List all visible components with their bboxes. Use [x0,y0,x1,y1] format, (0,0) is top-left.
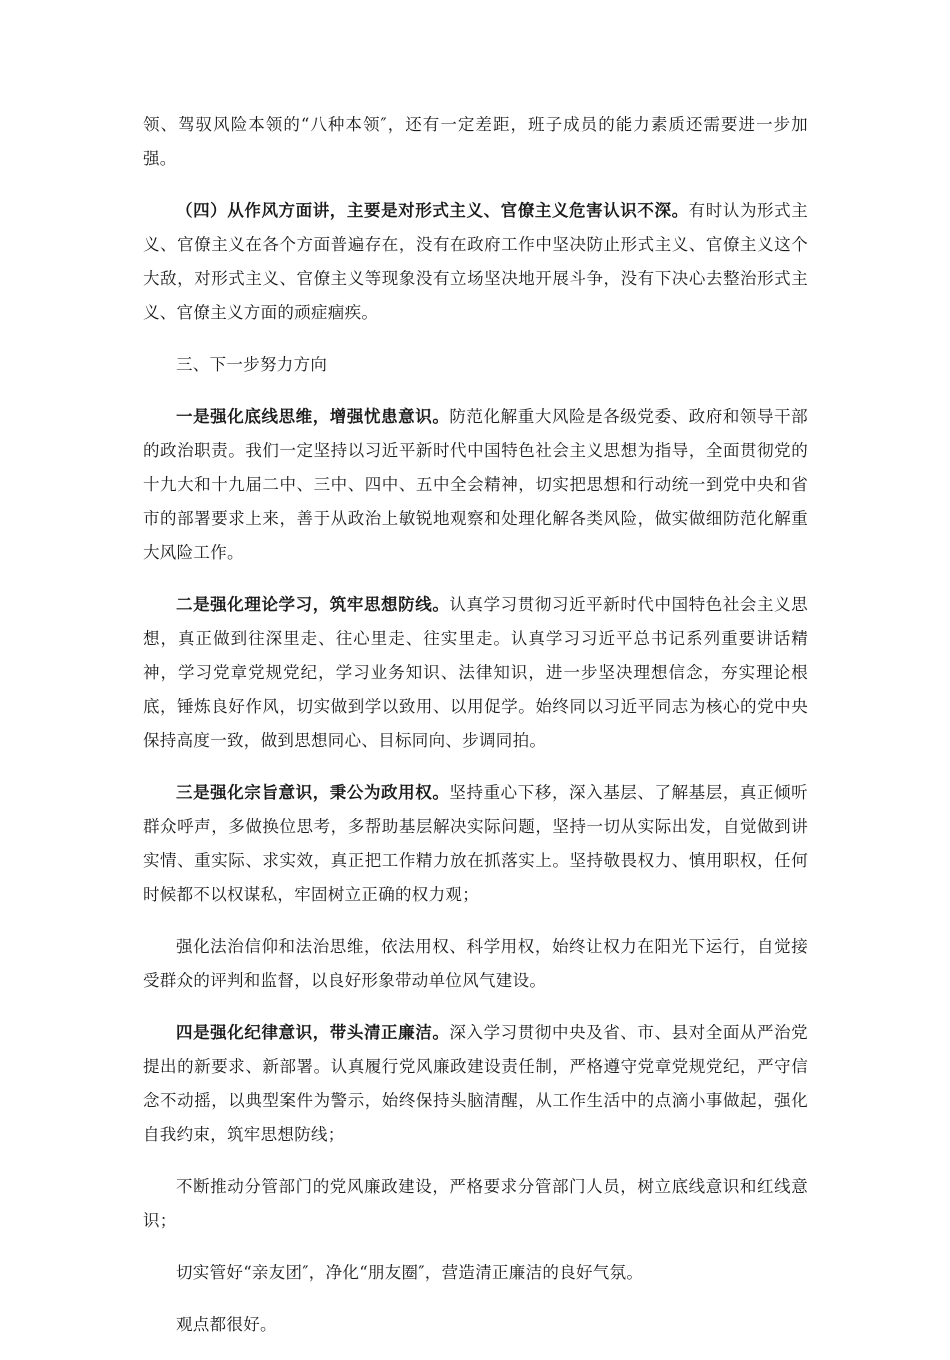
paragraph-text: 不断推动分管部门的党风廉政建设，严格要求分管部门人员，树立底线意识和红线意识； [143,1177,808,1230]
paragraph-text: 深入学习贯彻中央及省、市、县对全面从严治党提出的新要求、新部署。认真履行党风廉政建设责任制，严格遵守党章党规党纪，严守信念不动摇，以典型案件为警示，始终保持头脑清醒，从工作生活中的点滴小事做起，强化自我约束，筑牢思想防线； [143,1023,808,1144]
paragraph-theory-study [143,588,808,758]
paragraph-text: 有时认为形式主义、官僚主义在各个方面普遍存在，没有在政府工作中坚决防止形式主义、官僚主义这个大敌，对形式主义、官僚主义等现象没有立场坚决地开展斗争，没有下决心去整治形式主义、官僚主义方面的顽症痼疾。 [143,201,809,322]
paragraph-continuation [143,108,808,176]
section-heading [143,348,808,382]
paragraph-bottom-line [143,400,808,570]
paragraph-lead: 三是强化宗旨意识，秉公为政用权。 [176,783,450,802]
paragraph-closing [143,1308,808,1342]
paragraph-text: 坚持重心下移，深入基层、了解基层，真正倾听群众呼声，多做换位思考，多帮助基层解决实际问题，坚持一切从实际出发，自觉做到讲实情、重实际、求实效，真正把工作精力放在抓落实上。坚持敬畏权力、慎用职权，任何时候都不以权谋私，牢固树立正确的权力观； [143,783,808,904]
paragraph-text: 领、驾驭风险本领的“八种本领″，还有一定差距，班子成员的能力素质还需要进一步加强。 [143,115,808,168]
section-heading-text: 三、下一步努力方向 [176,355,328,374]
paragraph-work-style [143,194,808,330]
paragraph-discipline [143,1016,808,1152]
paragraph-lead: 四是强化纪律意识，带头清正廉洁。 [176,1023,450,1042]
paragraph-friends [143,1256,808,1290]
paragraph-rule-of-law [143,930,808,998]
paragraph-lead: （四）从作风方面讲，主要是对形式主义、官僚主义危害认识不深。 [176,201,689,220]
paragraph-lead: 二是强化理论学习，筑牢思想防线。 [176,595,450,614]
paragraph-text: 防范化解重大风险是各级党委、政府和领导干部的政治职责。我们一定坚持以习近平新时代中国特色社会主义思想为指导，全面贯彻党的十九大和十九届二中、三中、四中、五中全会精神，切实把思想和行动统一到党中央和省市的部署要求上来，善于从政治上敏锐地观察和处理化解各类风险，做实做细防范化解重大风险工作。 [143,407,808,562]
paragraph-purpose [143,776,808,912]
paragraph-integrity [143,1170,808,1238]
document-page [143,108,808,1360]
paragraph-text: 强化法治信仰和法治思维，依法用权、科学用权，始终让权力在阳光下运行，自觉接受群众的评判和监督，以良好形象带动单位风气建设。 [143,937,808,990]
paragraph-lead: 一是强化底线思维，增强忧患意识。 [176,407,450,426]
paragraph-text: 认真学习贯彻习近平新时代中国特色社会主义思想，真正做到往深里走、往心里走、往实里走。认真学习习近平总书记系列重要讲话精神，学习党章党规党纪，学习业务知识、法律知识，进一步坚决理想信念，夯实理论根底，锤炼良好作风，切实做到学以致用、以用促学。始终同以习近平同志为核心的党中央保持高度一致，做到思想同心、目标同向、步调同拍。 [143,595,808,750]
paragraph-text: 观点都很好。 [176,1315,277,1334]
paragraph-text: 切实管好“亲友团″，净化“朋友圈″，营造清正廉洁的良好气氛。 [176,1263,644,1282]
